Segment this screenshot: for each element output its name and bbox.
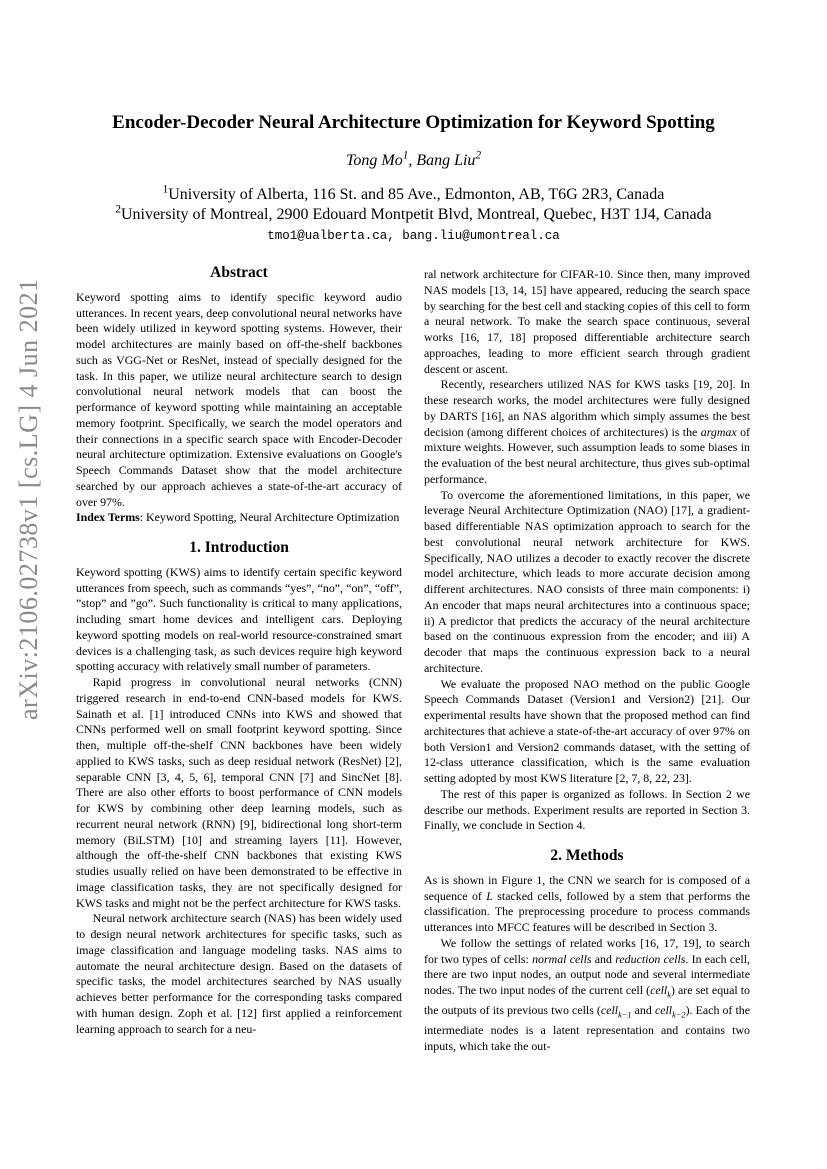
index-terms-label: Index Terms — [76, 510, 140, 525]
intro-paragraph-3: Neural network architecture search (NAS) has been widely used to design neural network architectures for specific tasks, such as image classification and language modeling tasks. NAS aims to automate the neural architecture design. Based on the datasets of specific tasks, the model architectures searched by NAS usually achieves better performance for the corresponding tasks compared with human design. Zoph et al. [12] first applied a reinforcement learning approach to search for a neu- — [76, 911, 402, 1036]
author-separator: , — [408, 152, 417, 169]
intro-paragraph-1: Keyword spotting (KWS) aims to identify certain specific keyword utterances from speech, such as commands “yes”, “no”, “on”, “off”, ”stop” and ”go”. Such functionality is critical to many applications, including smart home devices and intelligent cars. Deploying keyword spotting models on real-world resource-constrained smart devices is a challenging task, as such devices require high keyword spotting accuracy with relatively small number of parameters. — [76, 564, 402, 674]
abstract-heading: Abstract — [210, 264, 268, 281]
affiliation-1-text: University of Alberta, 116 St. and 85 Ave., Edmonton, AB, T6G 2R3, Canada — [168, 186, 665, 203]
author-2: Bang Liu — [416, 152, 476, 169]
affiliation-2 — [0, 203, 827, 224]
abstract-text: Keyword spotting aims to identify specific keyword audio utterances. In recent years, deep convolutional neural networks have been widely utilized in keyword spotting systems. However, their model architectures are mainly based on off-the-shelf backbones such as VGG-Net or ResNet, instead of specially designed for the task. In this paper, we utilize neural architecture search to design convolutional neural network models that can boost the performance of keyword spotting while maintaining an acceptable memory footprint. Specifically, we search the model operators and their connections in a specific search space with Encoder-Decoder neural architecture optimization. Extensive evaluations on Google's Speech Commands Dataset show that the model architecture searched by our approach achieves a state-of-the-art accuracy of over 97%. — [76, 289, 402, 509]
author-emails: tmo1@ualberta.ca, bang.liu@umontreal.ca — [267, 229, 560, 243]
intro-paragraph-8: The rest of this paper is organized as follows. In Section 2 we describe our methods. Experiment results are reported in Section 3. Finally, we conclude in Section 4. — [424, 786, 750, 833]
left-column — [76, 265, 402, 1037]
right-column — [424, 267, 750, 1055]
index-terms — [76, 510, 402, 526]
author-2-affil-mark: 2 — [475, 149, 482, 162]
author-1-affil-mark: 1 — [402, 149, 409, 162]
intro-paragraph-7: We evaluate the proposed NAO method on the public Google Speech Commands Dataset (Version1 and Version2) [21]. Our experimental results have shown that the proposed method can find architectures that achieve a state-of-the-art accuracy of over 97% on both Version1 and Version2 commands dataset, with the setting of 12-class utterance classification, which is the same evaluation setting adopted by most KWS literature [2, 7, 8, 22, 23]. — [424, 676, 750, 785]
L-math: L — [486, 888, 493, 903]
intro-paragraph-6: To overcome the aforementioned limitations, in this paper, we leverage Neural Architecture Optimization (NAO) [17], a gradient-based differentiable NAS optimization approach to search for the best convolutional neural network architecture for KWS. Specifically, NAO utilizes a decoder to exactly recover the discrete model architecture, which leads to more accurate decision among different architectures. NAO consists of three main components: i) An encoder that maps neural architectures into a continuous space; ii) A predictor that predicts the accuracy of the neural architecture based on the continuous expression from the encoder; and iii) A decoder that maps the continuous expression back to a neural architecture. — [424, 487, 750, 675]
arxiv-sidebar-stamp: arXiv:2106.02738v1 [cs.LG] 4 Jun 2021 — [14, 278, 43, 720]
affiliation-1-mark: 1 — [162, 183, 169, 196]
normal-cells-term: normal cells — [532, 951, 592, 966]
methods-paragraph-2: We follow the settings of related works [16, 17, 19], to search for two types of cells: normal cells and reduction cells. In each cell, there are two input nodes, an output node and several intermediate nodes. The two input nodes of the current cell (cell$_k$) are set equal to the outputs of its previous two cells (cell$_{k-1}$ and cell$_{k-2}$). Each of the intermediate nodes is a latent representation and contains two inputs, which take the out- — [424, 935, 751, 1053]
methods-paragraph-1: As is shown in Figure 1, the CNN we search for is composed of a sequence of L stacked cells, followed by a stem that performs the classification. The preprocessing procedure to process commands utterances into MFCC features will be described in Section 3. — [424, 872, 750, 934]
affiliation-1 — [0, 183, 827, 204]
index-terms-text: : Keyword Spotting, Neural Architecture Optimization — [139, 510, 400, 525]
intro-paragraph-2: Rapid progress in convolutional neural networks (CNN) triggered research in end-to-end CNN-based models for KWS. Sainath et al. [1] introduced CNNs into KWS and showed that CNNs performed well on small footprint keyword spotting. Since then, multiple off-the-shelf CNN backbones have been widely applied to KWS tasks, such as deep residual network (ResNet) [2], separable CNN [3, 4, 5, 6], temporal CNN [7] and SincNet [8]. There are also other efforts to boost performance of CNN models for KWS by combining other deep learning models, such as recurrent neural network (RNN) [9], bidirectional long short-term memory (BiLSTM) [10] and streaming layers [11]. However, although the off-the-shelf CNN backbones that existing KWS studies usually relied on have been demonstrated to be effective in image classification tasks, they are not specifically designed for KWS tasks and might not be the perfect architecture for KWS tasks. — [76, 675, 402, 910]
author-1: Tong Mo — [345, 152, 403, 169]
introduction-heading: 1. Introduction — [189, 539, 289, 556]
affiliation-2-text: University of Montreal, 2900 Edouard Montpetit Blvd, Montreal, Quebec, H3T 1J4, Canada — [120, 206, 712, 223]
paper-title: Encoder-Decoder Neural Architecture Optimization for Keyword Spotting — [112, 112, 715, 133]
affiliation-2-mark: 2 — [115, 203, 121, 216]
intro-paragraph-5: Recently, researchers utilized NAS for KWS tasks [19, 20]. In these research works, the model architectures were fully designed by DARTS [16], an NAS algorithm which simply assumes the best decision (among different choices of architectures) is the argmax of mixture weights. However, such assumption leads to some biases in the evaluation of the best neural architecture, thus gives sub-optimal performance. — [424, 377, 750, 486]
methods-heading: 2. Methods — [550, 847, 624, 864]
authors-line — [0, 149, 827, 170]
reduction-cells-term: reduction cells — [615, 951, 686, 966]
intro-paragraph-4: ral network architecture for CIFAR-10. Since then, many improved NAS models [13, 14, 15] have appeared, reducing the search space by searching for the best cell and stacking copies of this cell to form a neural network. To make the search space continuous, several works [16, 17, 18] proposed differentiable architecture search approaches, leading to more efficient search through gradient descent or ascent. — [424, 267, 750, 376]
argmax-math: argmax — [700, 424, 737, 439]
